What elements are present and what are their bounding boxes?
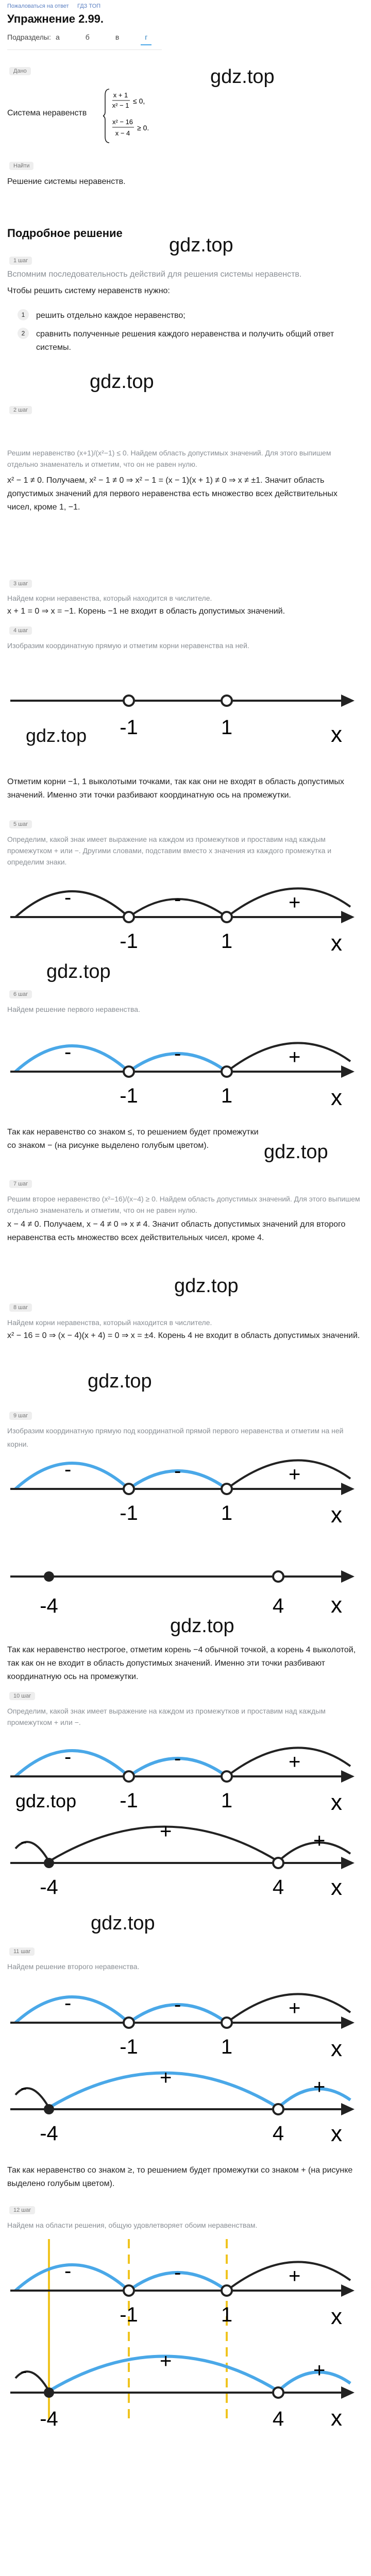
svg-text:4: 4: [272, 1595, 284, 1617]
step-3-text: x + 1 = 0 ⇒ x = −1. Корень −1 не входит в область допустимых значений.: [7, 607, 285, 616]
step-9-gray: Изобразим координатную прямую под координатной прямой первого неравенства и отметим на ней корни.: [7, 1427, 344, 1448]
svg-text:x: x: [331, 1592, 342, 1618]
step-5-label: 5 шаг: [9, 820, 32, 828]
intro-gray: Вспомним последовательность действий для решения системы неравенств.: [7, 270, 302, 279]
step-11-label: 11 шаг: [9, 1947, 35, 1956]
svg-text:+: +: [160, 1820, 172, 1843]
watermark-4: gdz.top: [174, 1275, 239, 1297]
intro-step-list: [18, 309, 358, 354]
given-text: Система неравенств: [7, 109, 87, 117]
watermark-2: gdz.top: [46, 961, 111, 982]
step-11-gray: Найдем решение второго неравенства.: [7, 1962, 140, 1971]
svg-text:x: x: [331, 2405, 342, 2431]
intro-watermark: gdz.top: [90, 371, 154, 393]
step-12-gray: Найдем на области решения, общую удовлетворяет обоим неравенствам.: [7, 2221, 258, 2229]
svg-text:x: x: [331, 2036, 342, 2061]
subsection-tab-g[interactable]: г: [141, 30, 151, 45]
step-7-gray: Решим второе неравенство (x²−16)/(x−4) ≥ 0. Найдем область допустимых значений. Для этого выпишем отдельно знаменатель и отметим, что он не равен нулю.: [7, 1195, 360, 1214]
step-2-gray: Решим неравенство (x+1)/(x²−1) ≤ 0. Найдем область допустимых значений. Для этого выпишем отдельно знаменатель и отметим, что он не равен нулю.: [7, 449, 331, 468]
subsections-label: Подразделы:: [7, 33, 51, 41]
svg-text:x² − 1: x² − 1: [112, 101, 129, 109]
svg-text:x + 1: x + 1: [113, 91, 128, 99]
svg-text:-1: -1: [120, 1502, 138, 1524]
svg-text:+: +: [289, 1463, 301, 1486]
svg-text:-: -: [174, 2261, 181, 2284]
step-2-text: x² − 1 ≠ 0. Получаем, x² − 1 ≠ 0 ⇒ x² − 1 = (x − 1)(x + 1) ≠ 0 ⇒ x ≠ ±1. Значит область допустимых значений для первого неравенства есть множество всех действительных чисел, кроме 1, −1.: [7, 476, 338, 512]
svg-text:gdz.top: gdz.top: [26, 725, 87, 746]
svg-text:-: -: [64, 1041, 72, 1063]
svg-text:≥ 0.: ≥ 0.: [137, 124, 149, 132]
svg-text:x: x: [331, 1502, 342, 1528]
svg-text:x: x: [331, 1790, 342, 1815]
subsection-tab-v[interactable]: в: [115, 33, 120, 41]
svg-text:1: 1: [221, 1084, 233, 1107]
svg-text:-1: -1: [120, 1789, 138, 1812]
intro-lead: Чтобы решить систему неравенств нужно:: [7, 286, 170, 295]
svg-text:1: 1: [221, 2303, 233, 2326]
watermark-7: gdz.top: [91, 1912, 155, 1934]
step-7-label: 7 шаг: [9, 1180, 32, 1188]
step-12-label: 12 шаг: [9, 2206, 35, 2214]
svg-text:-4: -4: [40, 1595, 58, 1617]
step-6-text: Так как неравенство со знаком ≤, то решением будет промежутки со знаком − (на рисунке выделено голубым цветом).: [7, 1128, 259, 1150]
step-8-label: 8 шаг: [9, 1303, 32, 1312]
step-9-label: 9 шаг: [9, 1412, 32, 1420]
step-9-text: Так как неравенство нестрогое, отметим корень −4 обычной точкой, а корень 4 выколотой, так как он не входит в область допустимых значений. Именно эти точки разбивают координатную ось на промежутки.: [7, 1646, 356, 1681]
svg-text:-: -: [21, 2360, 27, 2381]
svg-text:4: 4: [272, 2122, 284, 2145]
svg-text:-: -: [21, 1831, 27, 1852]
step-10-gray: Определим, какой знак имеет выражение на каждом из промежутков и проставим над каждым промежутком + или −.: [7, 1707, 326, 1726]
svg-text:x − 4: x − 4: [115, 129, 130, 137]
svg-text:1: 1: [221, 2036, 233, 2058]
svg-text:-1: -1: [120, 1084, 138, 1107]
step-1-label: 1 шаг: [9, 257, 32, 265]
divider: [7, 49, 162, 50]
page-title: Упражнение 2.99.: [7, 12, 104, 25]
step-10-label: 10 шаг: [9, 1692, 35, 1700]
svg-text:-: -: [64, 1745, 72, 1768]
svg-text:x: x: [331, 722, 342, 747]
svg-text:-4: -4: [40, 2122, 58, 2145]
svg-text:x: x: [331, 1875, 342, 1900]
svg-text:-: -: [64, 1458, 72, 1481]
svg-text:+: +: [313, 1829, 326, 1852]
given-watermark: gdz.top: [210, 66, 275, 88]
svg-text:-: -: [174, 1993, 181, 2016]
subsection-tabs: [52, 30, 151, 45]
svg-text:x: x: [331, 2121, 342, 2146]
svg-text:-: -: [64, 1992, 72, 2014]
svg-text:+: +: [313, 2076, 326, 2098]
detail-watermark: gdz.top: [169, 234, 233, 256]
step-4-label: 4 шаг: [9, 626, 32, 635]
step-11-text: Так как неравенство со знаком ≥, то решением будет промежутки со знаком + (на рисунке выделено голубым цветом).: [7, 2166, 353, 2188]
subsection-tab-a[interactable]: а: [56, 33, 60, 41]
step-8-gray: Найдем корни неравенства, который находится в числителе.: [7, 1318, 212, 1327]
svg-text:-1: -1: [120, 2036, 138, 2058]
number-line-signs-1: [10, 871, 361, 963]
svg-text:+: +: [289, 1997, 301, 2020]
svg-text:-1: -1: [120, 716, 138, 739]
svg-text:-: -: [64, 886, 72, 909]
step-6-label: 6 шаг: [9, 990, 32, 998]
svg-text:gdz.top: gdz.top: [15, 1790, 77, 1811]
number-line-final: [10, 2234, 361, 2450]
step-2-label: 2 шаг: [9, 406, 32, 414]
step-4-gray: Изобразим координатную прямую и отметим корни неравенства на ней.: [7, 641, 249, 650]
step-5-gray: Определим, какой знак имеет выражение на каждом из промежутков и проставим над каждым промежутком + или −. Другими словами, подставим вместо x значения из каждого промежутка и определим знаки.: [7, 835, 332, 866]
svg-text:+: +: [289, 1046, 301, 1069]
watermark-6: gdz.top: [170, 1615, 234, 1637]
svg-text:1: 1: [221, 1502, 233, 1524]
svg-text:-: -: [174, 1460, 181, 1482]
step-4-text: Отметим корни −1, 1 выколотыми точками, так как они не входят в область допустимых значений. Именно эти точки разбивают координатную ось на промежутки.: [7, 777, 344, 800]
svg-text:-: -: [174, 1747, 181, 1770]
find-label: Найти: [9, 162, 33, 170]
step-3-gray: Найдем корни неравенства, который находится в числителе.: [7, 594, 212, 602]
svg-text:x: x: [331, 930, 342, 956]
svg-text:≤ 0,: ≤ 0,: [133, 97, 145, 105]
report-link[interactable]: Пожаловаться на ответ: [7, 3, 69, 9]
svg-text:-1: -1: [120, 2303, 138, 2326]
source-tag[interactable]: ГДЗ ТОП: [77, 3, 101, 9]
svg-text:-: -: [174, 888, 181, 910]
find-text: Решение системы неравенств.: [7, 177, 126, 186]
watermark-3: gdz.top: [264, 1141, 328, 1163]
svg-text:-: -: [21, 2077, 27, 2098]
svg-text:4: 4: [272, 1876, 284, 1899]
svg-text:4: 4: [272, 2408, 284, 2430]
svg-text:+: +: [289, 2265, 301, 2287]
watermark-5: gdz.top: [88, 1370, 152, 1392]
number-line-roots: [10, 665, 361, 768]
svg-text:+: +: [289, 1751, 301, 1773]
detail-title: Подробное решение: [7, 227, 123, 240]
number-line-solution-1: [10, 1025, 361, 1118]
system-formula: [103, 85, 191, 147]
svg-text:x: x: [331, 2304, 342, 2329]
list-item: 2 сравнить полученные решения каждого неравенства и получить общий ответ системы.: [18, 328, 358, 354]
svg-text:x: x: [331, 1085, 342, 1110]
svg-text:+: +: [160, 2350, 172, 2372]
list-item: 1 решить отдельно каждое неравенство;: [18, 309, 358, 323]
number-line-pair-1: [10, 1443, 361, 1628]
svg-text:+: +: [289, 891, 301, 914]
step-7-text: x − 4 ≠ 0. Получаем, x − 4 ≠ 0 ⇒ x ≠ 4. Значит область допустимых значений для второго неравенства есть множество всех действительных чисел, кроме 4.: [7, 1220, 346, 1242]
svg-text:-4: -4: [40, 1876, 58, 1899]
svg-text:1: 1: [221, 1789, 233, 1812]
svg-text:1: 1: [221, 930, 233, 953]
step-3-label: 3 шаг: [9, 580, 32, 588]
svg-text:-: -: [174, 1042, 181, 1065]
svg-text:1: 1: [221, 716, 233, 739]
step-8-text: x² − 16 = 0 ⇒ (x − 4)(x + 4) = 0 ⇒ x = ±4. Корень 4 не входит в область допустимых значений.: [7, 1331, 360, 1340]
svg-text:-4: -4: [40, 2408, 58, 2430]
step-6-gray: Найдем решение первого неравенства.: [7, 1005, 140, 1013]
subsection-tab-b[interactable]: б: [85, 33, 90, 41]
svg-text:-: -: [64, 2260, 72, 2282]
svg-text:x² − 16: x² − 16: [112, 118, 133, 126]
svg-text:+: +: [313, 2359, 326, 2382]
given-label: Дано: [9, 67, 31, 75]
svg-text:-1: -1: [120, 930, 138, 953]
number-line-pair-2: [10, 1730, 361, 1905]
svg-text:+: +: [160, 2066, 172, 2089]
number-line-pair-3: [10, 1976, 361, 2151]
